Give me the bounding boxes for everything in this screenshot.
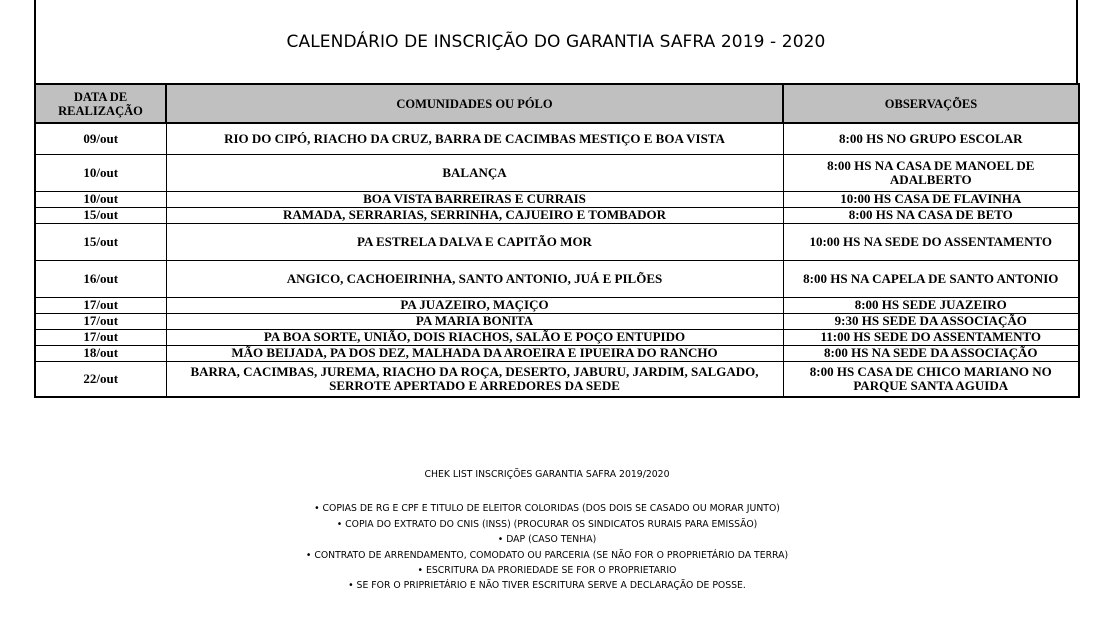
cell-communities: PA JUAZEIRO, MAÇIÇO [166,297,783,313]
cell-date: 17/out [35,329,166,345]
cell-date: 10/out [35,154,166,191]
table-row [35,361,1079,397]
cell-date: 17/out [35,297,166,313]
table-header-row [35,84,1079,123]
table-row [35,191,1079,207]
cell-observations: 10:00 HS CASA DE FLAVINHA [783,191,1079,207]
cell-communities: MÃO BEIJADA, PA DOS DEZ, MALHADA DA AROEIRA E IPUEIRA DO RANCHO [166,345,783,361]
cell-observations: 8:00 HS NA CAPELA DE SANTO ANTONIO [783,260,1079,297]
checklist-title: CHEK LIST INSCRIÇÕES GARANTIA SAFRA 2019/2020 [424,469,670,480]
table-row [35,260,1079,297]
table-row [35,297,1079,313]
document-title: CALENDÁRIO DE INSCRIÇÃO DO GARANTIA SAFRA 2019 - 2020 [286,32,826,52]
checklist-item: • CONTRATO DE ARRENDAMENTO, COMODATO OU PARCERIA (SE NÃO FOR O PROPRIETÁRIO DA TERRA) [0,548,1094,563]
checklist-item: • COPIA DO EXTRATO DO CNIS (INSS) (PROCURAR OS SINDICATOS RURAIS PARA EMISSÃO) [0,517,1094,532]
cell-date: 22/out [35,361,166,397]
schedule-table [34,83,1080,398]
cell-observations: 8:00 HS NO GRUPO ESCOLAR [783,123,1079,154]
cell-date: 18/out [35,345,166,361]
table-row [35,313,1079,329]
cell-observations: 8:00 HS NA SEDE DA ASSOCIAÇÃO [783,345,1079,361]
cell-communities: PA BOA SORTE, UNIÃO, DOIS RIACHOS, SALÃO E POÇO ENTUPIDO [166,329,783,345]
cell-observations: 8:00 HS CASA DE CHICO MARIANO NO PARQUE SANTA AGUIDA [783,361,1079,397]
checklist-item: • SE FOR O PRIPRIETÁRIO E NÃO TIVER ESCRITURA SERVE A DECLARAÇÃO DE POSSE. [0,578,1094,593]
header-date: DATA DE REALIZAÇÃO [35,84,166,123]
cell-communities: RIO DO CIPÓ, RIACHO DA CRUZ, BARRA DE CACIMBAS MESTIÇO E BOA VISTA [166,123,783,154]
cell-communities: BOA VISTA BARREIRAS E CURRAIS [166,191,783,207]
cell-date: 10/out [35,191,166,207]
cell-communities: PA ESTRELA DALVA E CAPITÃO MOR [166,223,783,260]
table-row [35,329,1079,345]
cell-observations: 11:00 HS SEDE DO ASSENTAMENTO [783,329,1079,345]
table-row [35,154,1079,191]
cell-observations: 8:00 HS NA CASA DE BETO [783,207,1079,223]
cell-communities: RAMADA, SERRARIAS, SERRINHA, CAJUEIRO E TOMBADOR [166,207,783,223]
cell-observations: 10:00 HS NA SEDE DO ASSENTAMENTO [783,223,1079,260]
header-communities: COMUNIDADES OU PÓLO [166,84,783,123]
cell-communities: PA MARIA BONITA [166,313,783,329]
checklist [0,467,1094,594]
cell-communities: ANGICO, CACHOEIRINHA, SANTO ANTONIO, JUÁ E PILÕES [166,260,783,297]
header-observations: OBSERVAÇÕES [783,84,1079,123]
table-row [35,223,1079,260]
checklist-item: • COPIAS DE RG E CPF E TITULO DE ELEITOR COLORIDAS (DOS DOIS SE CASADO OU MORAR JUNTO) [0,501,1094,516]
cell-date: 15/out [35,207,166,223]
table-row [35,207,1079,223]
checklist-item: • DAP (CASO TENHA) [0,532,1094,547]
cell-date: 17/out [35,313,166,329]
title-box [34,0,1078,83]
table-row [35,345,1079,361]
cell-communities: BALANÇA [166,154,783,191]
checklist-item: • ESCRITURA DA PRORIEDADE SE FOR O PROPRIETARIO [0,563,1094,578]
table-row [35,123,1079,154]
cell-observations: 8:00 HS NA CASA DE MANOEL DE ADALBERTO [783,154,1079,191]
cell-observations: 9:30 HS SEDE DA ASSOCIAÇÃO [783,313,1079,329]
cell-date: 15/out [35,223,166,260]
cell-observations: 8:00 HS SEDE JUAZEIRO [783,297,1079,313]
cell-date: 16/out [35,260,166,297]
cell-communities: BARRA, CACIMBAS, JUREMA, RIACHO DA ROÇA, DESERTO, JABURU, JARDIM, SALGADO, SERROTE APERTADO E ARREDORES DA SEDE [166,361,783,397]
cell-date: 09/out [35,123,166,154]
